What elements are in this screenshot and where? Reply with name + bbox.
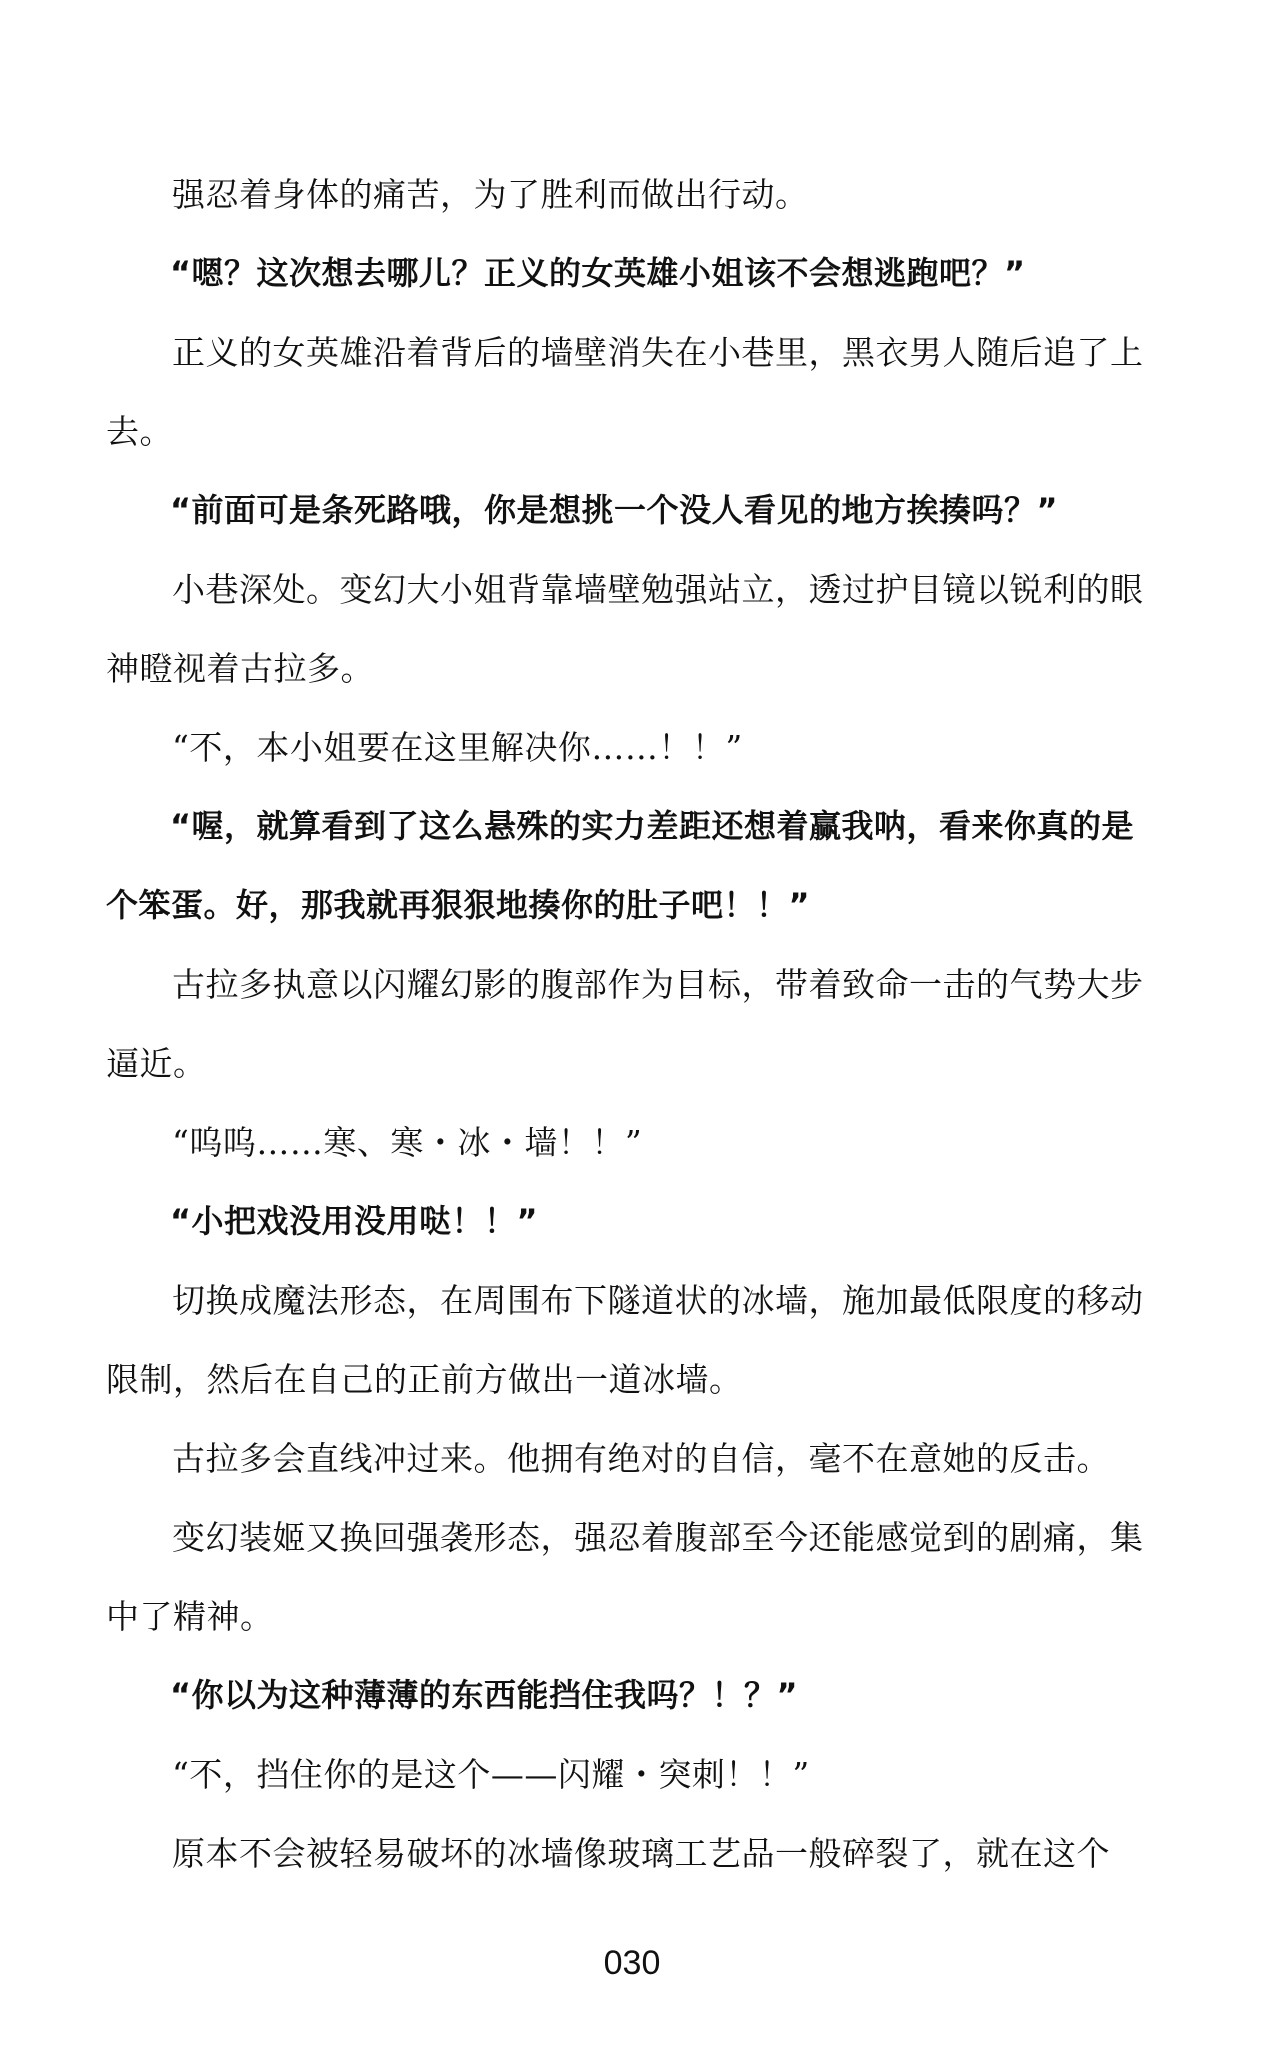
paragraph-14-dialogue: “你以为这种薄薄的东西能挡住我吗？！？” bbox=[170, 1676, 799, 1714]
paragraph-6-dialogue: “不，本小姐要在这里解决你……！！” bbox=[172, 728, 743, 767]
paragraph-8: 古拉多执意以闪耀幻影的腹部作为目标，带着致命一击的气势大步逼近。 bbox=[106, 965, 1144, 1083]
paragraph-7-dialogue: “喔，就算看到了这么悬殊的实力差距还想着赢我呐，看来你真的是个笨蛋。好，那我就再狠狠地揍你的肚子吧！！” bbox=[106, 807, 1135, 924]
paragraph-2-dialogue: “嗯？这次想去哪儿？正义的女英雄小姐该不会想逃跑吧？” bbox=[170, 254, 1026, 292]
paragraph-11: 切换成魔法形态，在周围布下隧道状的冰墙，施加最低限度的移动限制，然后在自己的正前方做出一道冰墙。 bbox=[106, 1281, 1144, 1399]
paragraph-13: 变幻装姬又换回强袭形态，强忍着腹部至今还能感觉到的剧痛，集中了精神。 bbox=[106, 1518, 1144, 1636]
paragraph-10-dialogue: “小把戏没用没用哒！！” bbox=[170, 1202, 539, 1240]
paragraph-3: 正义的女英雄沿着背后的墙壁消失在小巷里，黑衣男人随后追了上去。 bbox=[106, 333, 1144, 451]
paragraph-16: 原本不会被轻易破坏的冰墙像玻璃工艺品一般碎裂了，就在这个 bbox=[172, 1834, 1110, 1873]
paragraph-1: 强忍着身体的痛苦，为了胜利而做出行动。 bbox=[172, 175, 809, 214]
paragraph-15-dialogue: “不，挡住你的是这个——闪耀・突刺！！” bbox=[172, 1755, 810, 1794]
paragraph-5: 小巷深处。变幻大小姐背靠墙壁勉强站立，透过护目镜以锐利的眼神瞪视着古拉多。 bbox=[106, 570, 1144, 688]
paragraph-12: 古拉多会直线冲过来。他拥有绝对的自信，毫不在意她的反击。 bbox=[172, 1439, 1110, 1478]
paragraph-9-dialogue: “呜呜……寒、寒・冰・墙！！” bbox=[172, 1123, 643, 1162]
paragraph-4-dialogue: “前面可是条死路哦，你是想挑一个没人看见的地方挨揍吗？” bbox=[170, 491, 1059, 529]
page-number: 030 bbox=[603, 1944, 661, 1982]
page-body bbox=[106, 155, 1166, 1893]
